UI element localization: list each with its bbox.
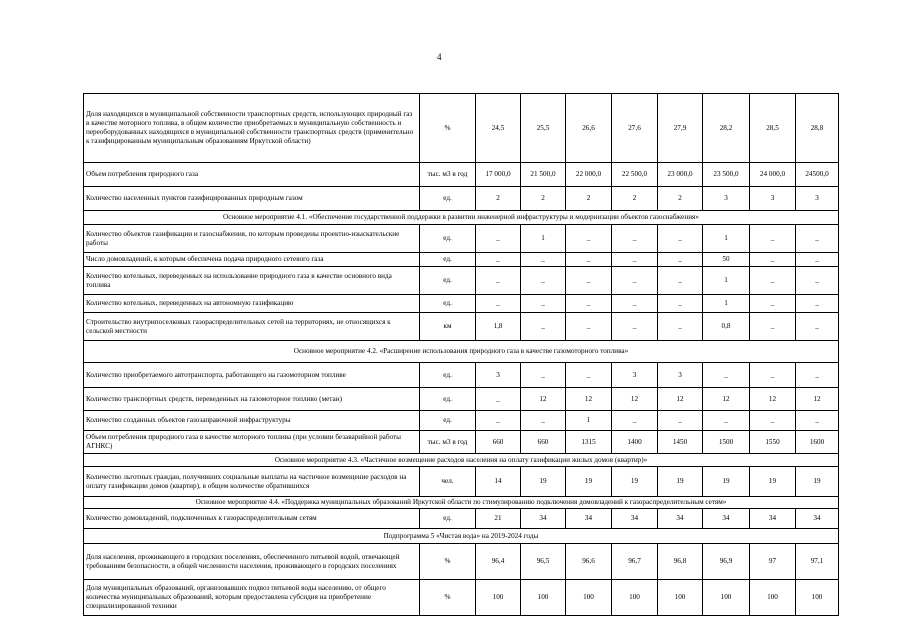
value-cell: 22 000,0	[566, 163, 612, 187]
indicator-name: Объем потребления природного газа	[84, 163, 420, 187]
value-cell: _	[703, 363, 750, 388]
value-cell: 21 500,0	[521, 163, 566, 187]
table-row	[84, 388, 839, 411]
section-title: Основное мероприятие 4.2. «Расширение использования природного газа в качестве газомоторного топлива»	[84, 341, 839, 363]
unit-cell: %	[420, 94, 476, 163]
value-cell: 3	[796, 187, 839, 211]
value-cell: 34	[521, 509, 566, 529]
value-cell: 96,5	[521, 544, 566, 580]
table-row	[84, 163, 839, 187]
value-cell: _	[658, 253, 703, 267]
value-cell: 100	[521, 580, 566, 616]
value-cell: 25,5	[521, 94, 566, 163]
value-cell: 34	[566, 509, 612, 529]
table-body	[84, 94, 839, 616]
page-number: 4	[437, 52, 442, 62]
value-cell: _	[750, 313, 796, 341]
value-cell: 19	[521, 467, 566, 497]
value-cell: 100	[796, 580, 839, 616]
value-cell: 1550	[750, 431, 796, 454]
value-cell: _	[612, 225, 658, 253]
value-cell: 24 000,0	[750, 163, 796, 187]
value-cell: 2	[521, 187, 566, 211]
value-cell: 3	[750, 187, 796, 211]
value-cell: 96,4	[476, 544, 521, 580]
unit-cell: тыс. м3 в год	[420, 431, 476, 454]
unit-cell: %	[420, 580, 476, 616]
value-cell: 27,6	[612, 94, 658, 163]
value-cell: _	[796, 313, 839, 341]
value-cell: _	[566, 295, 612, 313]
value-cell: _	[750, 267, 796, 295]
unit-cell: тыс. м3 в год	[420, 163, 476, 187]
value-cell: 19	[658, 467, 703, 497]
value-cell: 1400	[612, 431, 658, 454]
indicator-name: Количество котельных, переведенных на автономную газификацию	[84, 295, 420, 313]
table-row	[84, 313, 839, 341]
value-cell: _	[521, 363, 566, 388]
section-title: Основное мероприятие 4.3. «Частичное возмещение расходов населения на оплату газификации жилых домов (квартир)»	[84, 454, 839, 467]
table-row	[84, 580, 839, 616]
value-cell: 100	[476, 580, 521, 616]
value-cell: 2	[476, 187, 521, 211]
unit-cell: ед.	[420, 187, 476, 211]
value-cell: 17 000,0	[476, 163, 521, 187]
value-cell: _	[658, 295, 703, 313]
indicator-name: Доля муниципальных образований, организовавших подвоз питьевой воды населению, от общего количества муниципальных образований, которым предоставлена субсидия на приобретение специализированной техники	[84, 580, 420, 616]
value-cell: 1	[521, 225, 566, 253]
value-cell: _	[476, 267, 521, 295]
table-row	[84, 363, 839, 388]
indicator-name: Количество населенных пунктов газифицированных природным газом	[84, 187, 420, 211]
indicator-name: Объем потребления природного газа в качестве моторного топлива (при условии безаварийной работы АГНКС)	[84, 431, 420, 454]
value-cell: 19	[566, 467, 612, 497]
value-cell: _	[703, 411, 750, 431]
section-title: Основное мероприятие 4.1. «Обеспечение государственной поддержки в развитии инженерной инфраструктуры и модернизации объектов газоснабжения»	[84, 211, 839, 225]
value-cell: 2	[566, 187, 612, 211]
section-title: Основное мероприятие 4.4. «Поддержка муниципальных образований Иркутской области по стимулированию подключения домовладений к газораспределительным сетям»	[84, 497, 839, 509]
unit-cell: ед.	[420, 253, 476, 267]
value-cell: 3	[703, 187, 750, 211]
value-cell: 660	[521, 431, 566, 454]
value-cell: _	[521, 411, 566, 431]
value-cell: _	[566, 267, 612, 295]
value-cell: 0,8	[703, 313, 750, 341]
table-row	[84, 267, 839, 295]
indicator-name: Количество льготных граждан, получивших социальные выплаты на частичное возмещение расходов на оплату газификации домов (квартир), в общем количестве обратившихся	[84, 467, 420, 497]
value-cell: 19	[703, 467, 750, 497]
value-cell: 12	[521, 388, 566, 411]
value-cell: 21	[476, 509, 521, 529]
value-cell: _	[521, 253, 566, 267]
value-cell: 12	[750, 388, 796, 411]
indicator-name: Количество котельных, переведенных на использование природного газа в качестве основного вида топлива	[84, 267, 420, 295]
value-cell: 28,2	[703, 94, 750, 163]
section-row	[84, 497, 839, 509]
value-cell: 12	[796, 388, 839, 411]
table-row	[84, 431, 839, 454]
value-cell: 1315	[566, 431, 612, 454]
section-row	[84, 211, 839, 225]
value-cell: 1	[566, 411, 612, 431]
section-row	[84, 454, 839, 467]
table-row	[84, 253, 839, 267]
value-cell: _	[521, 313, 566, 341]
section-row	[84, 341, 839, 363]
value-cell: 96,9	[703, 544, 750, 580]
value-cell: _	[476, 295, 521, 313]
value-cell: 3	[612, 363, 658, 388]
unit-cell: чел.	[420, 467, 476, 497]
unit-cell: ед.	[420, 388, 476, 411]
table-row	[84, 295, 839, 313]
value-cell: 50	[703, 253, 750, 267]
value-cell: 100	[566, 580, 612, 616]
value-cell: _	[521, 295, 566, 313]
value-cell: 1	[703, 267, 750, 295]
value-cell: 1500	[703, 431, 750, 454]
value-cell: 34	[658, 509, 703, 529]
value-cell: 100	[750, 580, 796, 616]
value-cell: _	[750, 411, 796, 431]
value-cell: 23 500,0	[703, 163, 750, 187]
value-cell: 34	[796, 509, 839, 529]
value-cell: _	[796, 267, 839, 295]
unit-cell: ед.	[420, 509, 476, 529]
indicator-name: Количество объектов газификации и газоснабжения, по которым проведены проектно-изыскательские работы	[84, 225, 420, 253]
value-cell: 19	[796, 467, 839, 497]
value-cell: 12	[566, 388, 612, 411]
value-cell: _	[796, 253, 839, 267]
value-cell: _	[750, 253, 796, 267]
indicator-name: Число домовладений, к которым обеспечена подача природного сетевого газа	[84, 253, 420, 267]
value-cell: _	[796, 363, 839, 388]
value-cell: 96,6	[566, 544, 612, 580]
value-cell: 34	[703, 509, 750, 529]
value-cell: 100	[658, 580, 703, 616]
value-cell: 19	[750, 467, 796, 497]
indicator-name: Количество транспортных средств, переведенных на газомоторное топливо (метан)	[84, 388, 420, 411]
unit-cell: ед.	[420, 267, 476, 295]
value-cell: 26,6	[566, 94, 612, 163]
value-cell: _	[658, 313, 703, 341]
value-cell: 96,8	[658, 544, 703, 580]
value-cell: _	[476, 253, 521, 267]
unit-cell: ед.	[420, 363, 476, 388]
value-cell: 24,5	[476, 94, 521, 163]
value-cell: _	[658, 267, 703, 295]
table-row	[84, 94, 839, 163]
value-cell: 2	[658, 187, 703, 211]
value-cell: 34	[612, 509, 658, 529]
value-cell: 22 500,0	[612, 163, 658, 187]
value-cell: _	[566, 225, 612, 253]
value-cell: 28,5	[750, 94, 796, 163]
value-cell: 19	[612, 467, 658, 497]
unit-cell: %	[420, 544, 476, 580]
unit-cell: ед.	[420, 225, 476, 253]
value-cell: 3	[658, 363, 703, 388]
value-cell: _	[750, 225, 796, 253]
indicators-table	[83, 93, 839, 616]
indicator-name: Количество домовладений, подключенных к газораспределительным сетям	[84, 509, 420, 529]
table-row	[84, 225, 839, 253]
value-cell: _	[476, 388, 521, 411]
value-cell: 1450	[658, 431, 703, 454]
value-cell: 100	[612, 580, 658, 616]
value-cell: 12	[658, 388, 703, 411]
value-cell: 34	[750, 509, 796, 529]
value-cell: _	[612, 253, 658, 267]
indicator-name: Количество созданных объектов газозаправочной инфраструктуры	[84, 411, 420, 431]
value-cell: 660	[476, 431, 521, 454]
table-row	[84, 544, 839, 580]
value-cell: 12	[612, 388, 658, 411]
value-cell: _	[612, 313, 658, 341]
section-title: Подпрограмма 5 «Чистая вода» на 2019-2024 годы	[84, 529, 839, 544]
unit-cell: км	[420, 313, 476, 341]
indicator-name: Строительство внутрипоселковых газораспределительных сетей на территориях, не относящихся к сельской местности	[84, 313, 420, 341]
value-cell: _	[476, 411, 521, 431]
value-cell: _	[658, 411, 703, 431]
value-cell: 1	[703, 295, 750, 313]
value-cell: _	[796, 295, 839, 313]
section-row	[84, 529, 839, 544]
value-cell: 28,8	[796, 94, 839, 163]
table-row	[84, 187, 839, 211]
value-cell: 1,8	[476, 313, 521, 341]
value-cell: _	[476, 225, 521, 253]
unit-cell: ед.	[420, 411, 476, 431]
value-cell: _	[796, 225, 839, 253]
value-cell: 23 000,0	[658, 163, 703, 187]
value-cell: 3	[476, 363, 521, 388]
value-cell: _	[750, 363, 796, 388]
value-cell: _	[796, 411, 839, 431]
value-cell: 96,7	[612, 544, 658, 580]
indicator-name: Доля населения, проживающего в городских поселениях, обеспеченного питьевой водой, отвечающей требованиям безопасности, в общей численности населения, проживающего в городских поселениях	[84, 544, 420, 580]
value-cell: _	[612, 411, 658, 431]
indicator-name: Количество приобретаемого автотранспорта, работающего на газомоторном топливе	[84, 363, 420, 388]
value-cell: 12	[703, 388, 750, 411]
value-cell: _	[566, 253, 612, 267]
indicator-name: Доля находящихся в муниципальной собственности транспортных средств, использующих природный газ в качестве моторного топлива, в общем количестве приобретаемых в муниципальную собственность и переоборудованных находящихся в муниципальной собственности транспортных средств (применительно к газифицированным муниципальным образованиям Иркутской области)	[84, 94, 420, 163]
value-cell: 1600	[796, 431, 839, 454]
value-cell: _	[658, 225, 703, 253]
value-cell: 1	[703, 225, 750, 253]
value-cell: _	[612, 267, 658, 295]
table-row	[84, 467, 839, 497]
value-cell: 97,1	[796, 544, 839, 580]
value-cell: 14	[476, 467, 521, 497]
table-row	[84, 509, 839, 529]
table-row	[84, 411, 839, 431]
value-cell: _	[750, 295, 796, 313]
value-cell: _	[521, 267, 566, 295]
value-cell: 97	[750, 544, 796, 580]
value-cell: 2	[612, 187, 658, 211]
unit-cell: ед.	[420, 295, 476, 313]
value-cell: _	[566, 313, 612, 341]
value-cell: 24500,0	[796, 163, 839, 187]
value-cell: _	[612, 295, 658, 313]
value-cell: _	[566, 363, 612, 388]
value-cell: 100	[703, 580, 750, 616]
value-cell: 27,9	[658, 94, 703, 163]
